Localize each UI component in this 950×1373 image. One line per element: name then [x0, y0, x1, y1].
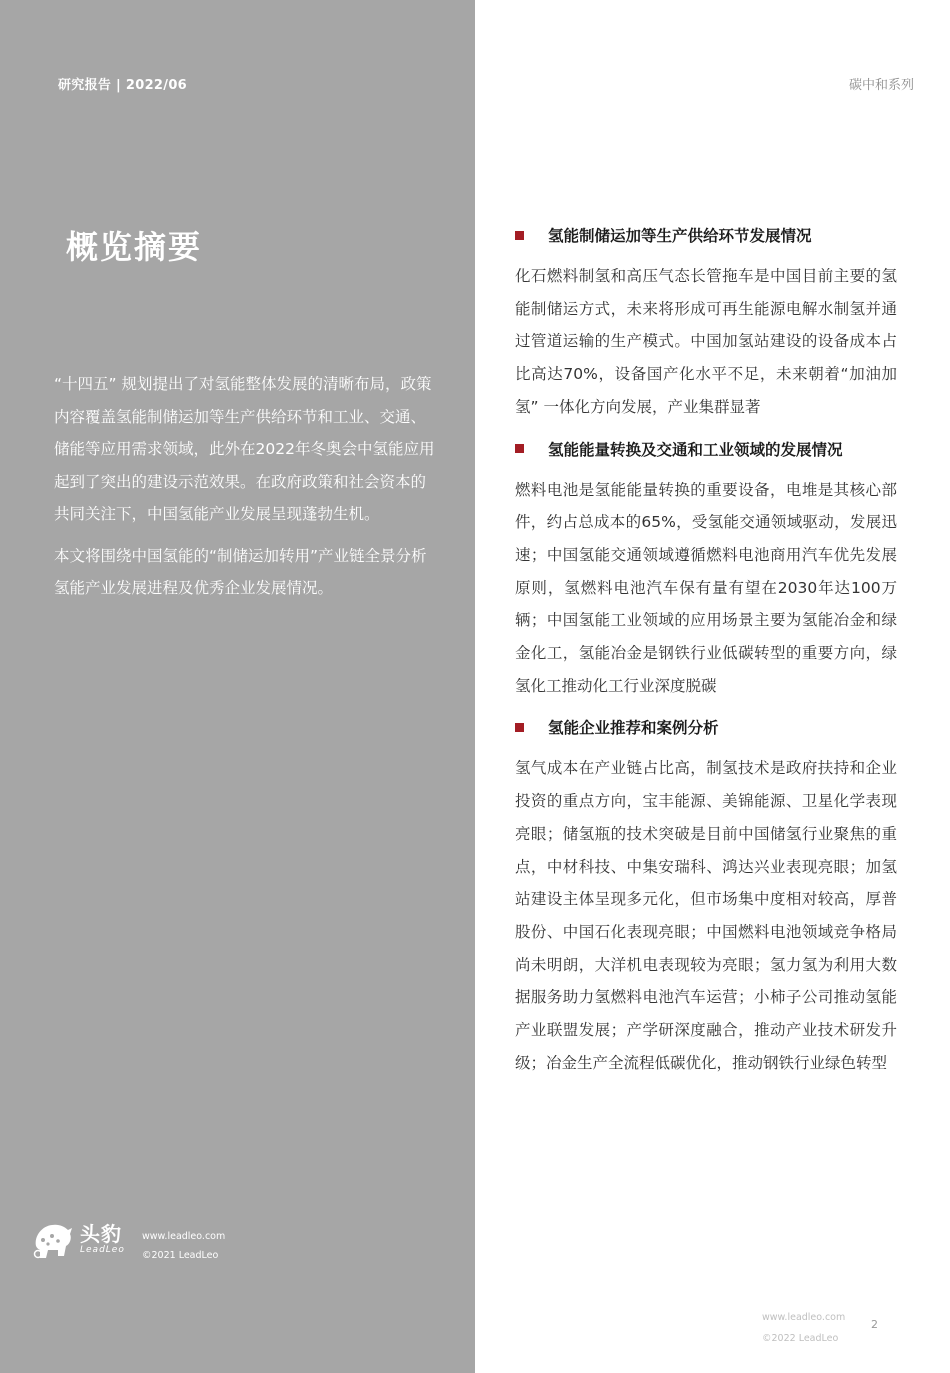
leadleo-logo — [30, 1216, 125, 1262]
summary-paragraph: “十四五” 规划提出了对氢能整体发展的清晰布局，政策内容覆盖氢能制储运加等生产供给环节和工业、交通、储能等应用需求领域，此外在2022年冬奥会中氢能应用起到了突出的建设示范效果。在政府政策和社会资本的共同关注下，中国氢能产业发展呈现蓬勃生机。 — [54, 375, 435, 523]
bullet-square-icon — [515, 444, 524, 453]
section-body: 化石燃料制氢和高压气态长管拖车是中国目前主要的氢能制储运方式，未来将形成可再生能源电解水制氢并通过管道运输的生产模式。中国加氢站建设的设备成本占比高达70%，设备国产化水平不足，未来朝着“加油加氢” 一体化方向发展，产业集群显著 — [515, 267, 897, 416]
section-heading — [515, 218, 897, 252]
section-heading — [515, 710, 897, 744]
section-body: 氢气成本在产业链占比高，制氢技术是政府扶持和企业投资的重点方向，宝丰能源、美锦能源、卫星化学表现亮眼；储氢瓶的技术突破是目前中国储氢行业聚焦的重点，中材科技、中集安瑞科、鸿达兴业表现亮眼；加氢站建设主体呈现多元化，但市场集中度相对较高，厚普股份、中国石化表现亮眼；中国燃料电池领域竞争格局尚未明朗，大洋机电表现较为亮眼；氢力氢为利用大数据服务助力氢燃料电池汽车运营；小柿子公司推动氢能产业联盟发展；产学研深度融合，推动产业技术研发升级；冶金生产全流程低碳优化，推动钢铁行业绿色转型 — [515, 759, 897, 1072]
report-type-date: 研究报告 | 2022/06 — [58, 78, 188, 93]
copyright: ©2021 LeadLeo — [142, 1250, 219, 1261]
footer-meta — [762, 1307, 845, 1349]
logo-english-name: LeadLeo — [80, 1245, 125, 1255]
series-label: 碳中和系列 — [848, 78, 914, 93]
footer-website-link[interactable]: www.leadleo.com — [762, 1312, 846, 1323]
findings-column — [515, 218, 897, 1087]
bullet-square-icon — [515, 723, 524, 732]
footer-copyright: ©2022 LeadLeo — [762, 1333, 839, 1344]
page-title: 概览摘要 — [66, 228, 203, 266]
page-number: 2 — [871, 1318, 878, 1331]
section-heading — [515, 432, 897, 466]
section-heading-text: 氢能企业推荐和案例分析 — [548, 719, 719, 738]
bullet-square-icon — [515, 231, 524, 240]
summary-paragraph: 本文将围绕中国氢能的“制储运加转用”产业链全景分析氢能产业发展进程及优秀企业发展情况。 — [54, 546, 427, 597]
section-heading-text: 氢能能量转换及交通和工业领域的发展情况 — [548, 440, 843, 459]
section-body: 燃料电池是氢能能量转换的重要设备，电堆是其核心部件，约占总成本的65%，受氢能交通领域驱动，发展迅速；中国氢能交通领域遵循燃料电池商用汽车优先发展原则，氢燃料电池汽车保有量有望在2030年达100万辆；中国氢能工业领域的应用场景主要为氢能冶金和绿金化工，氢能冶金是钢铁行业低碳转型的重要方向，绿氢化工推动化工行业深度脱碳 — [515, 480, 897, 695]
logo-meta — [142, 1227, 225, 1265]
section-heading-text: 氢能制储运加等生产供给环节发展情况 — [548, 227, 812, 245]
leopard-logo-icon — [30, 1216, 74, 1262]
website-link[interactable]: www.leadleo.com — [142, 1231, 226, 1242]
overview-summary — [54, 368, 439, 614]
logo-chinese-name: 头豹 — [80, 1222, 122, 1246]
